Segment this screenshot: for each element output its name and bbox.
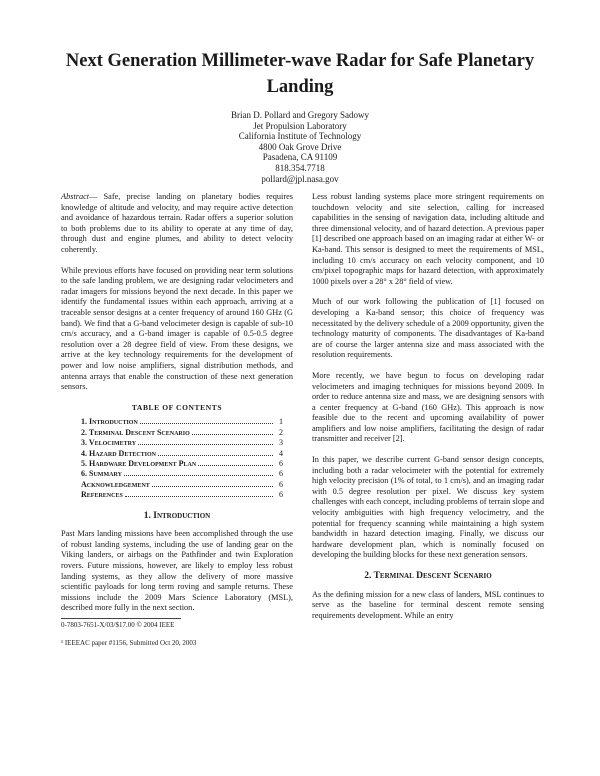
abstract-text: — Safe, precise landing on planetary bodies requires knowledge of altitude and velocity, and may require active detection and avoidance of hazardous terrain. Radar offers a superior solution to both problems due to its ability to operate at any time of day, through dust and engine plumes, and ability to detect velocity coherently. [61,192,293,254]
toc-item: Acknowledgement 6 [81,479,283,489]
author-city: Pasadena, CA 91109 [262,152,338,163]
toc-item: 6. Summary 6 [81,469,283,479]
toc-title: TABLE OF CONTENTS [131,402,223,412]
footnote-copyright: 0-7803-7651-X/03/$17.00 © 2004 IEEE [61,620,175,629]
footnote-ieeeac: ¹ IEEEAC paper #1156, Submitted Oct 20, 2003 [61,639,197,648]
author-lab: Jet Propulsion Laboratory [253,120,347,131]
author-block [180,110,420,184]
right-paragraph-1: Less robust landing systems place more stringent requirements on touchdown velocity and site selection, calling for increased capabilities in the sensing of navigation data, including altitude and three dimensional velocity, and of hazard detection. A previous paper [1] described one approach based on an imaging radar at either W- or Ka-band. This sensor is designed to meet the requirements of MSL, including 10 cm/s accuracy on each velocity component, and 10 cm/pixel topographic maps for hazard detection, with approximately 1000 pixels over a 28° x 28° field of view. [312,192,544,286]
paper-title: Next Generation Millimeter-wave Radar for Safe Planetary Landing [65,51,535,97]
right-paragraph-3: More recently, we have begun to focus on developing radar velocimeters and imaging techniques for missions beyond 2009. In order to reduce antenna size and mass, we are designing sensors with a center frequency at G-band (160 GHz). This approach is now feasible due to the recent and upcoming availability of power amplifiers and low noise amplifiers, facilitating the design of radar transmitter and receiver [2]. [312,370,544,444]
terminal-descent-paragraph: As the defining mission for a new class of landers, MSL continues to serve as the baseline for terminal descent remote sensing requirements development. While an entry [312,589,544,620]
abstract-label: Abstract [61,192,90,201]
toc-item: 2. Terminal Descent Scenario 2 [81,427,283,437]
table-of-contents [81,417,283,500]
author-phone: 818.354.7718 [275,162,325,173]
toc-item: 5. Hardware Development Plan 6 [81,458,283,468]
left-paragraph-1: While previous efforts have focused on providing near term solutions to the safe landing problem, we are designing radar velocimeters and radar imagers for missions beyond the next decade. In this paper we identify the fundamental issues within each approach, arriving at a traceable sensor designs at a center frequency of around 160 GHz (G band). We find that a G-band velocimeter design is capable of sub-10 cm/s accuracy, and a G-band imager is capable of 0.5-0.5 degree resolution over a 28 degree field of view. From these designs, we arrive at the key technology requirements for the development of power and low noise amplifiers, signal distribution methods, and antenna arrays that enable the construction of these next generation sensors. [61,265,293,392]
abstract [61,192,293,256]
toc-item: References 6 [81,490,283,500]
toc-item: 3. Velocimetry 3 [81,438,283,448]
right-column [312,192,544,631]
section-heading-terminal-descent: 2. Terminal Descent Scenario [364,571,492,581]
toc-item: 1. Introduction 1 [81,417,283,427]
right-paragraph-2: Much of our work following the publication of [1] focused on developing a Ka-band sensor; this choice of frequency was necessitated by the delivery schedule of a 2009 opportunity, given the technology maturity of components. The disadvantages of Ka-band are of course the larger antenna size and mass associated with the resolution requirements. [312,297,544,360]
author-street: 4800 Oak Grove Drive [258,141,342,152]
right-paragraph-4: In this paper, we describe current G-band sensor design concepts, including both a radar velocimeter with the potential for extremely high velocity precision (1% of total, to 1 cm/s), and an imaging radar with 0.5 degree resolution per pixel. We discuss key system challenges with each concept, including problems of terrain slope and velocity ambiguities with high frequency velocimetry, and the potential for frequency scanning while maintaining a high system bandwidth in hazard detection imaging. Finally, we discuss our hardware development plan, which is nominally focused on developing the building blocks for these next generation sensors. [312,455,544,560]
left-column [61,192,293,658]
author-names: Brian D. Pollard and Gregory Sadowy [231,110,369,120]
toc-item: 4. Hazard Detection 4 [81,448,283,458]
section-heading-introduction: 1. Introduction [143,510,211,521]
author-institution: California Institute of Technology [238,131,362,142]
introduction-paragraph: Past Mars landing missions have been accomplished through the use of robust landing systems, including the use of landing gear on the Viking landers, or airbags on the Pathfinder and twin Exploration rovers. Future missions, however, are likely to employ less robust landing systems, as they allow the delivery of more massive scientific payloads for long term roving and sample returns. These missions include the 2009 Mars Science Laboratory (MSL), described more fully in the next section. [61,529,293,613]
author-email: pollard@jpl.nasa.gov [261,173,339,184]
